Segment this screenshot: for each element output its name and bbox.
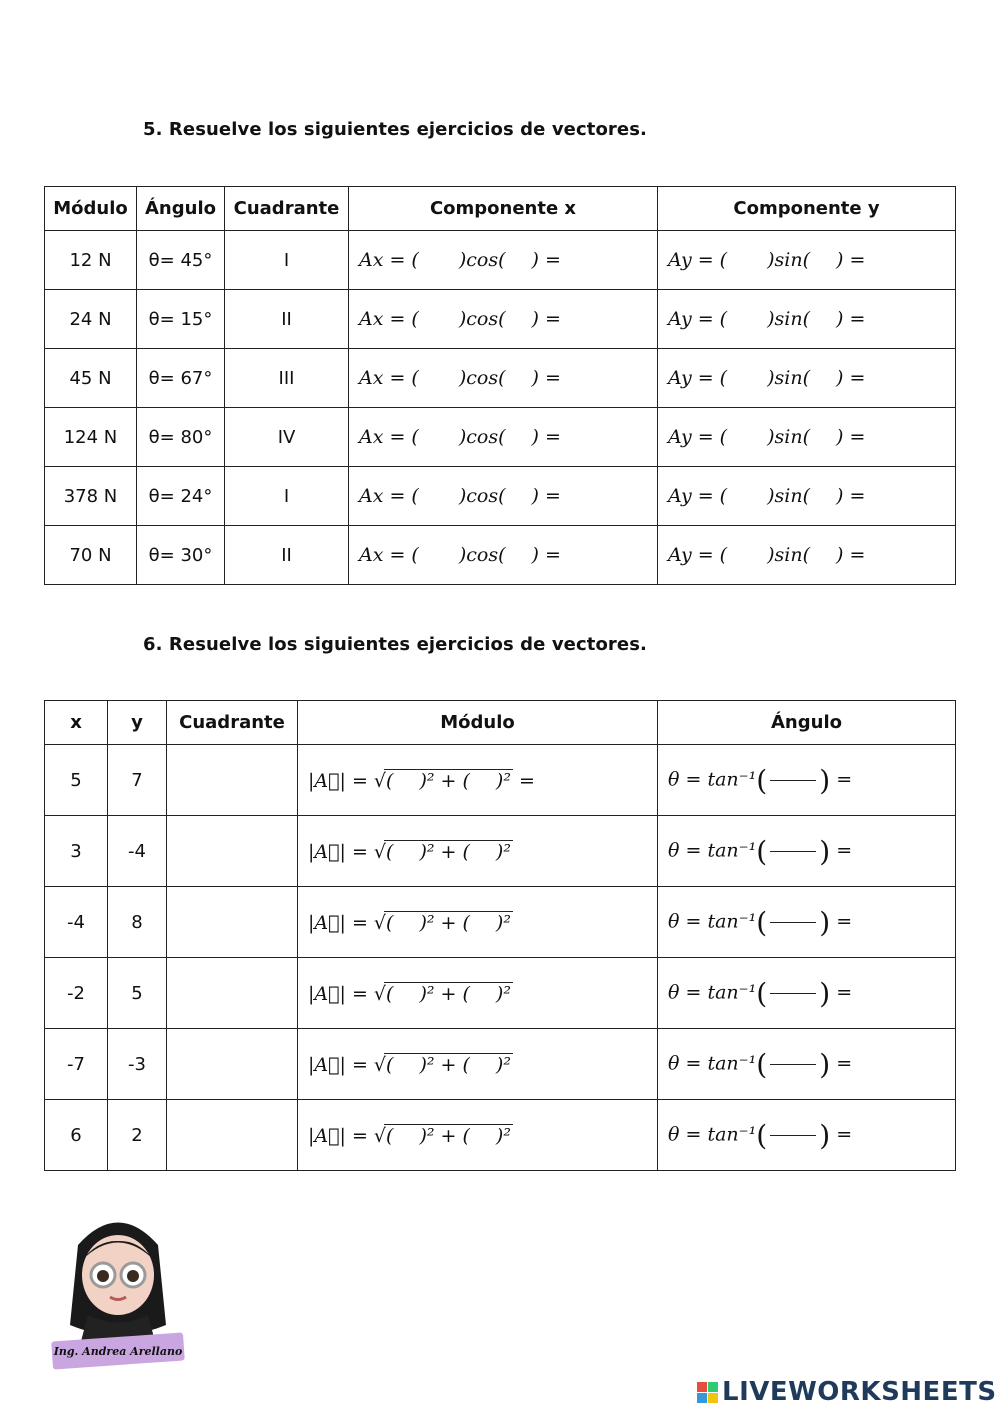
- paren-open: (: [756, 834, 768, 868]
- cell-cuadrante: II: [225, 526, 349, 585]
- cell-componente-y[interactable]: [658, 231, 956, 290]
- modulo-formula-lhs: |A⃗| = √: [308, 982, 387, 1005]
- logo-text: LIVEWORKSHEETS: [722, 1377, 997, 1407]
- modulo-formula-lhs: |A⃗| = √: [308, 769, 387, 792]
- cell-cuadrante: I: [225, 231, 349, 290]
- header-x: x: [45, 701, 108, 745]
- paren-open: (: [756, 763, 768, 797]
- cell-angulo: θ= 24°: [137, 467, 225, 526]
- liveworksheets-logo: [697, 1377, 997, 1407]
- formula-y-end: ) =: [836, 426, 866, 448]
- table-row: [45, 526, 956, 585]
- cell-modulo-formula[interactable]: [298, 816, 658, 887]
- cell-angulo: θ= 67°: [137, 349, 225, 408]
- table-row: [45, 745, 956, 816]
- modulo-sq: )² + (: [419, 840, 470, 863]
- radical-overline: [384, 769, 513, 792]
- angulo-formula-lhs: θ = tan⁻¹: [668, 1123, 757, 1145]
- table-header-row: [45, 701, 956, 745]
- cell-modulo: 70 N: [45, 526, 137, 585]
- cell-cuadrante: III: [225, 349, 349, 408]
- modulo-term1: (: [386, 911, 394, 934]
- cell-componente-x[interactable]: [349, 467, 658, 526]
- paren-open: (: [756, 905, 768, 939]
- modulo-formula-lhs: |A⃗| = √: [308, 911, 387, 934]
- cell-componente-y[interactable]: [658, 526, 956, 585]
- modulo-sq-end: )²: [495, 840, 511, 863]
- cell-modulo: 24 N: [45, 290, 137, 349]
- cell-modulo-formula[interactable]: [298, 958, 658, 1029]
- cell-componente-x[interactable]: [349, 408, 658, 467]
- cell-cuadrante: I: [225, 467, 349, 526]
- formula-x-mid: )cos(: [458, 249, 506, 271]
- cell-modulo-formula[interactable]: [298, 887, 658, 958]
- cell-x: 3: [45, 816, 108, 887]
- formula-y-lhs: Ay = (: [668, 367, 728, 389]
- modulo-term1: (: [386, 1124, 394, 1147]
- radical-overline: [384, 911, 513, 934]
- cell-angulo-formula[interactable]: [658, 745, 956, 816]
- formula-y-lhs: Ay = (: [668, 485, 728, 507]
- header-cuadrante: Cuadrante: [167, 701, 298, 745]
- cell-cuadrante[interactable]: [167, 1029, 298, 1100]
- formula-y-end: ) =: [836, 485, 866, 507]
- cell-modulo: 12 N: [45, 231, 137, 290]
- formula-y-mid: )sin(: [767, 544, 810, 566]
- fraction-bar: [770, 1064, 816, 1065]
- cell-componente-y[interactable]: [658, 290, 956, 349]
- angulo-formula-end: =: [836, 910, 853, 932]
- cell-y: 8: [108, 887, 167, 958]
- cell-componente-y[interactable]: [658, 349, 956, 408]
- modulo-sq-end: )²: [495, 911, 511, 934]
- formula-x-lhs: Ax = (: [359, 485, 419, 507]
- formula-y-lhs: Ay = (: [668, 426, 728, 448]
- formula-y-mid: )sin(: [767, 426, 810, 448]
- cell-componente-x[interactable]: [349, 231, 658, 290]
- table-row: [45, 408, 956, 467]
- cell-componente-y[interactable]: [658, 467, 956, 526]
- formula-x-end: ) =: [531, 544, 561, 566]
- paren-open: (: [756, 1047, 768, 1081]
- formula-y-mid: )sin(: [767, 485, 810, 507]
- cell-modulo-formula[interactable]: [298, 1100, 658, 1171]
- formula-x-mid: )cos(: [458, 485, 506, 507]
- table-row: [45, 816, 956, 887]
- cell-angulo-formula[interactable]: [658, 1029, 956, 1100]
- header-componente-x: Componente x: [349, 187, 658, 231]
- author-signature: Ing. Andrea Arellano: [53, 1345, 183, 1358]
- fraction-bar: [770, 993, 816, 994]
- modulo-sq: )² + (: [419, 1124, 470, 1147]
- cell-cuadrante[interactable]: [167, 816, 298, 887]
- table-row: [45, 887, 956, 958]
- fraction-bar: [770, 780, 816, 781]
- formula-y-lhs: Ay = (: [668, 308, 728, 330]
- formula-y-end: ) =: [836, 308, 866, 330]
- logo-icon: [697, 1382, 718, 1403]
- cell-y: 5: [108, 958, 167, 1029]
- formula-x-lhs: Ax = (: [359, 544, 419, 566]
- formula-y-end: ) =: [836, 544, 866, 566]
- formula-x-mid: )cos(: [458, 426, 506, 448]
- radical-overline: [384, 1053, 513, 1076]
- modulo-sq: )² + (: [419, 982, 470, 1005]
- formula-x-lhs: Ax = (: [359, 426, 419, 448]
- vector-modulus-table: [44, 700, 956, 1171]
- cell-modulo: 378 N: [45, 467, 137, 526]
- cell-cuadrante: IV: [225, 408, 349, 467]
- cell-cuadrante[interactable]: [167, 958, 298, 1029]
- cell-angulo-formula[interactable]: [658, 816, 956, 887]
- angulo-formula-lhs: θ = tan⁻¹: [668, 768, 757, 790]
- header-angulo: Ángulo: [137, 187, 225, 231]
- table-row: [45, 1029, 956, 1100]
- paren-close: ): [819, 763, 831, 797]
- formula-y-mid: )sin(: [767, 308, 810, 330]
- cell-componente-y[interactable]: [658, 408, 956, 467]
- formula-x-end: ) =: [531, 249, 561, 271]
- cell-x: -2: [45, 958, 108, 1029]
- header-modulo: Módulo: [298, 701, 658, 745]
- modulo-sq-end: )²: [495, 982, 511, 1005]
- cell-x: -4: [45, 887, 108, 958]
- cell-componente-x[interactable]: [349, 290, 658, 349]
- paren-close: ): [819, 1118, 831, 1152]
- modulo-term1: (: [386, 1053, 394, 1076]
- cell-angulo: θ= 80°: [137, 408, 225, 467]
- table-row: [45, 958, 956, 1029]
- formula-x-lhs: Ax = (: [359, 308, 419, 330]
- paren-close: ): [819, 1047, 831, 1081]
- cell-x: -7: [45, 1029, 108, 1100]
- modulo-sq-end: )²: [495, 769, 511, 792]
- modulo-formula-lhs: |A⃗| = √: [308, 1053, 387, 1076]
- formula-x-mid: )cos(: [458, 308, 506, 330]
- formula-y-lhs: Ay = (: [668, 249, 728, 271]
- angulo-formula-end: =: [836, 981, 853, 1003]
- modulo-term1: (: [386, 769, 394, 792]
- formula-x-end: ) =: [531, 367, 561, 389]
- modulo-sq: )² + (: [419, 769, 470, 792]
- header-modulo: Módulo: [45, 187, 137, 231]
- radical-overline: [384, 982, 513, 1005]
- cell-modulo: 124 N: [45, 408, 137, 467]
- modulo-sq-end: )²: [495, 1124, 511, 1147]
- angulo-formula-end: =: [836, 768, 853, 790]
- angulo-formula-lhs: θ = tan⁻¹: [668, 839, 757, 861]
- cell-angulo-formula[interactable]: [658, 958, 956, 1029]
- modulo-formula-lhs: |A⃗| = √: [308, 840, 387, 863]
- section-5-heading: 5. Resuelve los siguientes ejercicios de vectores.: [143, 119, 647, 140]
- angulo-formula-lhs: θ = tan⁻¹: [668, 1052, 757, 1074]
- modulo-formula-lhs: |A⃗| = √: [308, 1124, 387, 1147]
- angulo-formula-end: =: [836, 1123, 853, 1145]
- angulo-formula-end: =: [836, 1052, 853, 1074]
- cell-x: 5: [45, 745, 108, 816]
- cell-y: 2: [108, 1100, 167, 1171]
- formula-x-mid: )cos(: [458, 544, 506, 566]
- cell-y: 7: [108, 745, 167, 816]
- formula-x-lhs: Ax = (: [359, 249, 419, 271]
- modulo-sq-end: )²: [495, 1053, 511, 1076]
- section-6-heading: 6. Resuelve los siguientes ejercicios de vectores.: [143, 634, 647, 655]
- cell-cuadrante: II: [225, 290, 349, 349]
- cell-cuadrante[interactable]: [167, 1100, 298, 1171]
- radical-overline: [384, 1124, 513, 1147]
- cell-angulo-formula[interactable]: [658, 887, 956, 958]
- table-row: [45, 1100, 956, 1171]
- cell-modulo: 45 N: [45, 349, 137, 408]
- cell-y: -3: [108, 1029, 167, 1100]
- cell-angulo: θ= 30°: [137, 526, 225, 585]
- table-row: [45, 349, 956, 408]
- formula-y-mid: )sin(: [767, 249, 810, 271]
- cell-angulo-formula[interactable]: [658, 1100, 956, 1171]
- modulo-sq: )² + (: [419, 911, 470, 934]
- formula-y-lhs: Ay = (: [668, 544, 728, 566]
- formula-x-mid: )cos(: [458, 367, 506, 389]
- table-row: [45, 467, 956, 526]
- vector-components-table: [44, 186, 956, 585]
- cell-modulo-formula[interactable]: [298, 745, 658, 816]
- modulo-formula-tail: =: [512, 769, 535, 792]
- header-y: y: [108, 701, 167, 745]
- modulo-term1: (: [386, 840, 394, 863]
- paren-open: (: [756, 976, 768, 1010]
- header-componente-y: Componente y: [658, 187, 956, 231]
- cell-cuadrante[interactable]: [167, 745, 298, 816]
- formula-x-end: ) =: [531, 485, 561, 507]
- cell-x: 6: [45, 1100, 108, 1171]
- paren-open: (: [756, 1118, 768, 1152]
- cell-angulo: θ= 15°: [137, 290, 225, 349]
- table-header-row: [45, 187, 956, 231]
- modulo-sq: )² + (: [419, 1053, 470, 1076]
- cell-modulo-formula[interactable]: [298, 1029, 658, 1100]
- formula-x-end: ) =: [531, 308, 561, 330]
- radical-overline: [384, 840, 513, 863]
- angulo-formula-lhs: θ = tan⁻¹: [668, 981, 757, 1003]
- cell-componente-x[interactable]: [349, 526, 658, 585]
- header-cuadrante: Cuadrante: [225, 187, 349, 231]
- cell-y: -4: [108, 816, 167, 887]
- header-angulo: Ángulo: [658, 701, 956, 745]
- paren-close: ): [819, 905, 831, 939]
- formula-x-lhs: Ax = (: [359, 367, 419, 389]
- fraction-bar: [770, 922, 816, 923]
- author-avatar: [48, 1205, 188, 1380]
- cell-componente-x[interactable]: [349, 349, 658, 408]
- formula-y-end: ) =: [836, 367, 866, 389]
- paren-close: ): [819, 976, 831, 1010]
- table-row: [45, 290, 956, 349]
- formula-y-mid: )sin(: [767, 367, 810, 389]
- fraction-bar: [770, 1135, 816, 1136]
- cell-cuadrante[interactable]: [167, 887, 298, 958]
- modulo-term1: (: [386, 982, 394, 1005]
- cell-angulo: θ= 45°: [137, 231, 225, 290]
- table-row: [45, 231, 956, 290]
- fraction-bar: [770, 851, 816, 852]
- angulo-formula-lhs: θ = tan⁻¹: [668, 910, 757, 932]
- formula-x-end: ) =: [531, 426, 561, 448]
- formula-y-end: ) =: [836, 249, 866, 271]
- angulo-formula-end: =: [836, 839, 853, 861]
- paren-close: ): [819, 834, 831, 868]
